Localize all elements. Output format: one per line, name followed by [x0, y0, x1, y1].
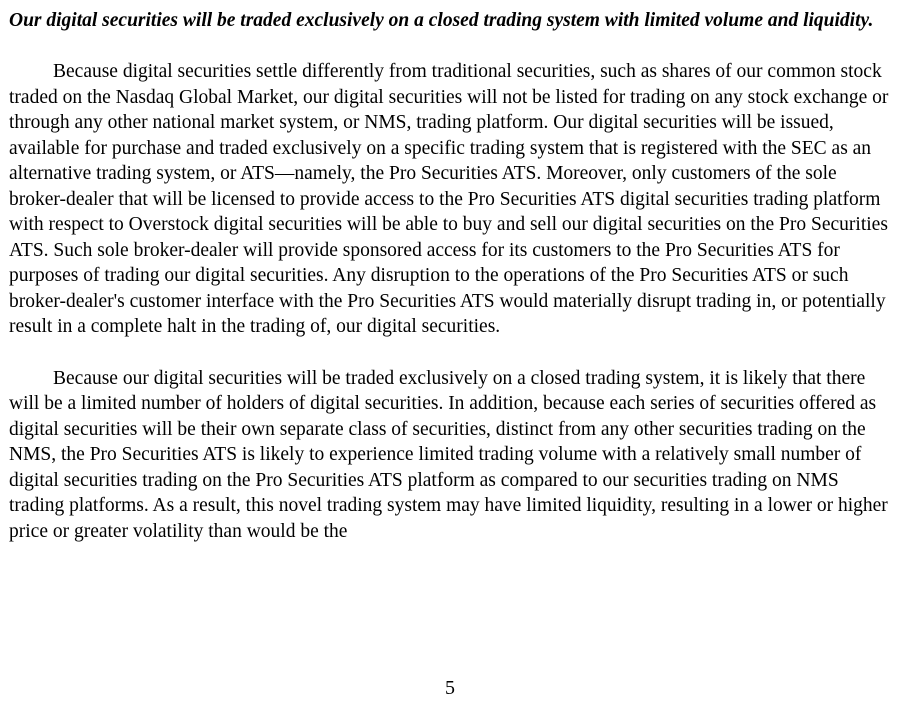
paragraph-settlement: Because digital securities settle differently from traditional securities, such as shares of our common stock traded on the Nasdaq Global Market, our digital securities will not be listed for trading on any stock exchange or through any other national market system, or NMS, trading platform. Our digital securities will be issued, available for purchase and traded exclusively on a specific trading system that is registered with the SEC as an alternative trading system, or ATS—namely, the Pro Securities ATS. Moreover, only customers of the sole broker-dealer that will be licensed to provide access to the Pro Securities ATS digital securities trading platform with respect to Overstock digital securities will be able to buy and sell our digital securities on the Pro Securities ATS. Such sole broker-dealer will provide sponsored access for its customers to the Pro Securities ATS for purposes of trading our digital securities. Any disruption to the operations of the Pro Securities ATS or such broker-dealer's customer interface with the Pro Securities ATS would materially disrupt trading in, or potentially result in a complete halt in the trading of, our digital securities. [9, 61, 889, 337]
paragraph-liquidity: Because our digital securities will be traded exclusively on a closed trading system, it is likely that there will be a limited number of holders of digital securities. In addition, because each series of securities offered as digital securities will be their own separate class of securities, distinct from any other securities trading on the NMS, the Pro Securities ATS is likely to experience limited trading volume with a relatively small number of digital securities trading on the Pro Securities ATS platform as compared to our securities trading on NMS trading platforms. As a result, this novel trading system may have limited liquidity, resulting in a lower or higher price or greater volatility than would be the [9, 367, 888, 542]
document-page [9, 8, 893, 544]
page-number: 5 [445, 677, 455, 699]
section-heading: Our digital securities will be traded exclusively on a closed trading system with limited volume and liquidity. [9, 10, 874, 31]
